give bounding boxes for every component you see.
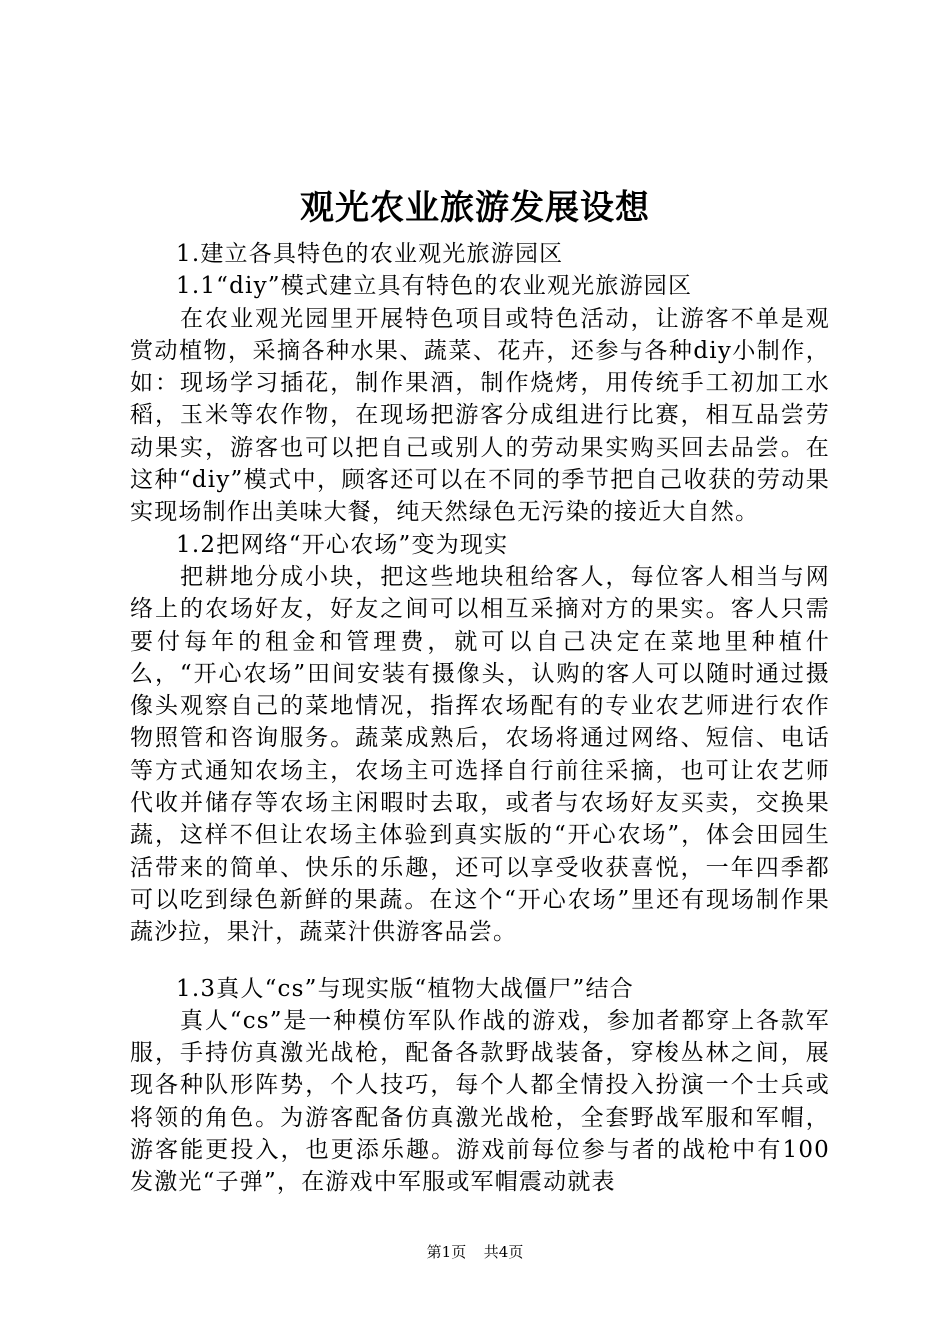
page-total: 共4页 [483,1243,524,1261]
document-body [130,238,830,1199]
paragraph-spacer [130,949,830,973]
section-paragraph-1-1: 在农业观光园里开展特色项目或特色活动，让游客不单是观赏动植物，采摘各种水果、蔬菜、花卉，还参与各种diy小制作，如：现场学习插花，制作果酒，制作烧烤，用传统手工初加工水稻，玉米等农作物，在现场把游客分成组进行比赛，相互品尝劳动果实，游客也可以把自己或别人的劳动果实购买回去品尝。在这种“diy”模式中，顾客还可以在不同的季节把自己收获的劳动果实现场制作出美味大餐，纯天然绿色无污染的接近大自然。 [130,305,830,526]
section-paragraph-1-3: 真人“cs”是一种模仿军队作战的游戏，参加者都穿上各款军服，手持仿真激光战枪，配备各款野战装备，穿梭丛林之间，展现各种队形阵势，个人技巧，每个人都全情投入扮演一个士兵或将领的角色。为游客配备仿真激光战枪，全套野战军服和军帽，游客能更投入，也更添乐趣。游戏前每位参与者的战枪中有100发激光“子弹”，在游戏中军服或军帽震动就表 [130,1007,830,1196]
page-number: 第1页 [426,1243,467,1261]
document-title: 观光农业旅游发展设想 [300,188,650,228]
section-heading-1-3: 1.3真人“cs”与现实版“植物大战僵尸”结合 [176,975,634,1002]
section-paragraph-1-2: 把耕地分成小块，把这些地块租给客人，每位客人相当与网络上的农场好友，好友之间可以相互采摘对方的果实。客人只需要付每年的租金和管理费，就可以自己决定在菜地里种植什么，“开心农场”田间安装有摄像头，认购的客人可以随时通过摄像头观察自己的菜地情况，指挥农场配有的专业农艺师进行农作物照管和咨询服务。蔬菜成熟后，农场将通过网络、短信、电话等方式通知农场主，农场主可选择自行前往采摘，也可让农艺师代收并储存等农场主闲暇时去取，或者与农场好友买卖，交换果蔬，这样不但让农场主体验到真实版的“开心农场”，体会田园生活带来的简单、快乐的乐趣，还可以享受收获喜悦，一年四季都可以吃到绿色新鲜的果蔬。在这个“开心农场”里还有现场制作果蔬沙拉，果汁，蔬菜汁供游客品尝。 [130,563,830,946]
section-heading-1-1: 1.1“diy”模式建立具有特色的农业观光旅游园区 [176,273,693,300]
section-heading-1: 1.建立各具特色的农业观光旅游园区 [176,241,564,267]
section-heading-1-2: 1.2把网络“开心农场”变为现实 [176,531,509,558]
page-footer [0,1242,950,1262]
